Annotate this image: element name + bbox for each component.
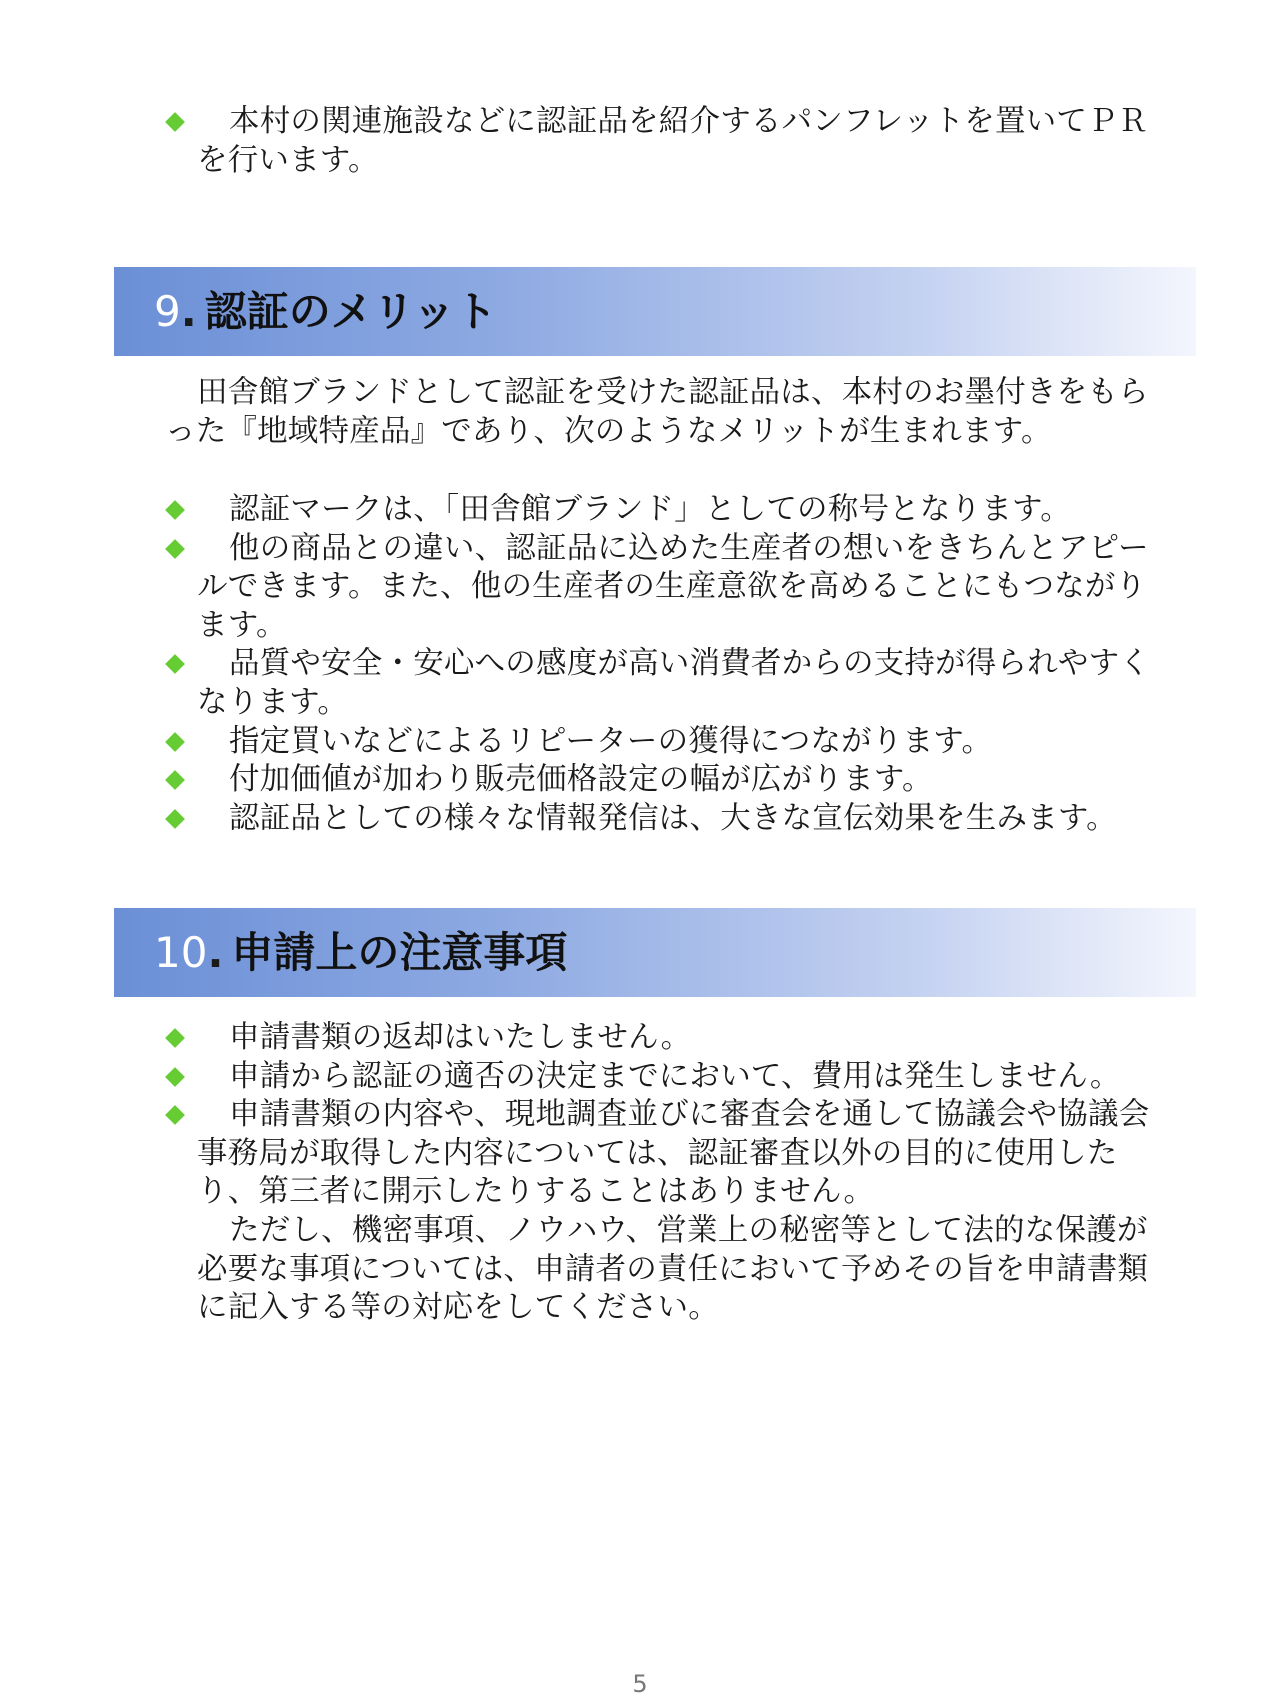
section-10-title-text: 申請上の注意事項 — [231, 928, 568, 977]
bullet-item — [165, 800, 1165, 839]
diamond-bullet-icon — [165, 770, 185, 790]
section-10-note: ただし、機密事項、ノウハウ、営業上の秘密等として法的な保護が必要な事項については、申請者の責任において予めその旨を申請書類に記入する等の対応をしてください。 — [197, 1212, 1149, 1326]
bullet-text: 認証品としての様々な情報発信は、大きな宣伝効果を生みます。 — [229, 800, 1117, 836]
section-10-bullet-list — [165, 1019, 1165, 1212]
section-9-number: 9 — [154, 287, 181, 336]
bullet-item — [165, 1096, 1165, 1212]
diamond-bullet-icon — [165, 1067, 185, 1087]
top-bullet-block — [165, 103, 1165, 180]
bullet-text: 付加価値が加わり販売価格設定の幅が広がります。 — [229, 762, 933, 798]
bullet-item — [165, 761, 1165, 800]
bullet-item — [165, 491, 1165, 530]
section-10-dot: . — [207, 928, 224, 977]
bullet-item — [165, 1058, 1165, 1097]
section-10-title — [154, 908, 567, 997]
diamond-bullet-icon — [165, 500, 185, 520]
section-9-bullet-list — [165, 491, 1165, 838]
diamond-bullet-icon — [165, 809, 185, 829]
diamond-bullet-icon — [165, 654, 185, 674]
section-9-dot: . — [180, 287, 197, 336]
section-9-intro-block — [165, 374, 1165, 451]
diamond-bullet-icon — [165, 1028, 185, 1048]
bullet-item — [165, 530, 1165, 646]
bullet-text: 申請から認証の適否の決定までにおいて、費用は発生しません。 — [229, 1058, 1121, 1094]
bullet-text: 本村の関連施設などに認証品を紹介するパンフレットを置いてＰＲを行います。 — [197, 104, 1149, 178]
bullet-item — [165, 1019, 1165, 1058]
bullet-text: 他の商品との違い、認証品に込めた生産者の想いをきちんとアピールできます。また、他の生産者の生産意欲を高めることにもつながります。 — [197, 530, 1149, 643]
section-9-title — [154, 267, 497, 356]
bullet-text: 申請書類の内容や、現地調査並びに審査会を通して協議会や協議会事務局が取得した内容については、認証審査以外の目的に使用したり、第三者に開示したりすることはありません。 — [197, 1097, 1150, 1210]
top-bullet-list — [165, 103, 1165, 180]
diamond-bullet-icon — [165, 732, 185, 752]
bullet-text: 申請書類の返却はいたしません。 — [229, 1020, 692, 1055]
diamond-bullet-icon — [165, 1105, 185, 1125]
page-number: 5 — [632, 1670, 648, 1698]
diamond-bullet-icon — [165, 112, 185, 132]
section-9-list-block — [165, 491, 1165, 838]
section-10-number: 10 — [154, 928, 208, 977]
bullet-text: 指定買いなどによるリピーターの獲得につながります。 — [229, 723, 993, 759]
bullet-item — [165, 103, 1165, 180]
bullet-text: 認証マークは、「田舎館ブランド」としての称号となります。 — [229, 492, 1071, 527]
section-9-title-text: 認証のメリット — [204, 287, 498, 336]
diamond-bullet-icon — [165, 539, 185, 559]
section-9-intro: 田舎館ブランドとして認証を受けた認証品は、本村のお墨付きをもらった『地域特産品』であり、次のようなメリットが生まれます。 — [165, 375, 1149, 449]
section-10-list-block — [165, 1019, 1165, 1328]
section-10-header — [114, 908, 1196, 997]
section-9-header — [114, 267, 1196, 356]
bullet-text: 品質や安全・安心への感度が高い消費者からの支持が得られやすくなります。 — [197, 646, 1150, 720]
bullet-item — [165, 645, 1165, 722]
bullet-item — [165, 723, 1165, 762]
